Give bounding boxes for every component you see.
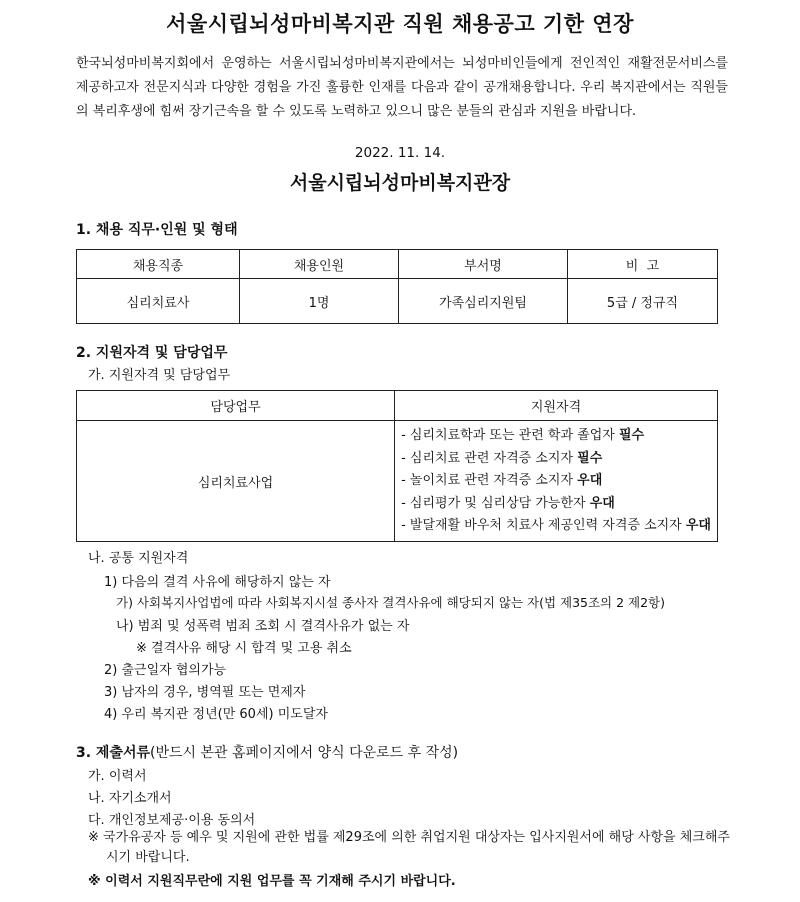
duty-cell: 심리치료사업 bbox=[77, 421, 395, 542]
qualification-text: - 심리치료학과 또는 관련 학과 졸업자 bbox=[401, 428, 619, 443]
qualification-tag: 필수 bbox=[618, 428, 645, 443]
resume-note: ※ 이력서 지원직무란에 지원 업무를 꼭 기재해 주시기 바랍니다. bbox=[88, 874, 456, 889]
qualification-text: - 심리평가 및 심리상담 가능한자 bbox=[401, 495, 590, 511]
table-header-cell: 비 고 bbox=[568, 250, 718, 279]
table-header-cell: 지원자격 bbox=[395, 391, 718, 421]
common-item-1: 1) 다음의 결격 사유에 해당하지 않는 자 bbox=[104, 575, 331, 590]
announcement-date: 2022. 11. 14. bbox=[354, 145, 446, 161]
qualifications-cell bbox=[395, 421, 718, 542]
recruitment-table bbox=[76, 249, 718, 324]
common-item-1b: 나) 범죄 및 성폭력 범죄 조회 시 결격사유가 없는 자 bbox=[116, 619, 410, 634]
subsection-a-label: 가. 지원자격 및 담당업무 bbox=[88, 368, 231, 383]
qualification-tag: 우대 bbox=[685, 518, 711, 533]
section-3-heading bbox=[76, 742, 458, 762]
duty-qualification-table bbox=[76, 390, 718, 542]
table-header-row bbox=[77, 250, 718, 279]
table-header-row bbox=[77, 391, 718, 421]
veterans-note: ※ 국가유공자 등 예우 및 지원에 관한 법률 제29조에 의한 취업지원 대상자는 입사지원서에 해당 사항을 체크해주시기 바랍니다. bbox=[88, 830, 730, 865]
section-3-heading-suffix: (반드시 본관 홈페이지에서 양식 다운로드 후 작성) bbox=[150, 745, 459, 761]
common-item-3: 3) 남자의 경우, 병역필 또는 면제자 bbox=[104, 685, 306, 700]
table-header-cell: 채용직종 bbox=[77, 250, 240, 279]
common-item-1-note: ※ 결격사유 해당 시 합격 및 고용 취소 bbox=[136, 641, 352, 656]
qualification-text: - 심리치료 관련 자격증 소지자 bbox=[401, 450, 578, 466]
qualification-tag: 우대 bbox=[577, 473, 603, 488]
common-item-1a: 가) 사회복지사업법에 따라 사회복지시설 종사자 결격사유에 해당되지 않는 자(법 제35조의 2 제2항) bbox=[116, 595, 666, 610]
document-item: 가. 이력서 bbox=[88, 769, 147, 784]
table-cell: 1명 bbox=[240, 279, 399, 324]
qualification-item bbox=[401, 515, 711, 538]
intro-paragraph: 한국뇌성마비복지회에서 운영하는 서울시립뇌성마비복지관에서는 뇌성마비인들에게 전인적인 재활전문서비스를 제공하고자 전문지식과 다양한 경험을 가진 훌륭한 인재를 다음과 같이 공개채용합니다. 우리 복지관에서는 직원들의 복리후생에 힘써 장기근속을 할 수 있도록 노력하고 있으니 많은 분들의 관심과 지원을 바랍니다. bbox=[76, 56, 728, 119]
qualification-text: - 발달재활 바우처 치료사 제공인력 자격증 소지자 bbox=[401, 518, 686, 533]
subsection-b-label: 나. 공통 지원자격 bbox=[88, 551, 189, 566]
common-item-4: 4) 우리 복지관 정년(만 60세) 미도달자 bbox=[104, 707, 328, 722]
section-3-title: 3. 제출서류 bbox=[76, 745, 151, 761]
table-cell: 5급 / 정규직 bbox=[568, 279, 718, 324]
table-row bbox=[77, 279, 718, 324]
qualification-item bbox=[401, 448, 711, 471]
table-cell: 가족심리지원팀 bbox=[399, 279, 568, 324]
table-row bbox=[77, 421, 718, 542]
table-header-cell: 부서명 bbox=[399, 250, 568, 279]
signer-name: 서울시립뇌성마비복지관장 bbox=[289, 172, 511, 194]
qualification-item bbox=[401, 493, 711, 516]
document-title: 서울시립뇌성마비복지관 직원 채용공고 기한 연장 bbox=[166, 12, 634, 36]
table-header-cell: 담당업무 bbox=[77, 391, 395, 421]
qualification-text: - 놀이치료 관련 자격증 소지자 bbox=[401, 473, 578, 488]
qualification-tag: 우대 bbox=[589, 495, 615, 511]
common-item-2: 2) 출근일자 협의가능 bbox=[104, 663, 227, 678]
qualification-tag: 필수 bbox=[577, 450, 603, 466]
section-1-heading: 1. 채용 직무·인원 및 형태 bbox=[76, 222, 238, 238]
section-2-heading: 2. 지원자격 및 담당업무 bbox=[76, 345, 228, 361]
qualification-item bbox=[401, 470, 711, 493]
document-item: 나. 자기소개서 bbox=[88, 791, 172, 806]
table-cell: 심리치료사 bbox=[77, 279, 240, 324]
table-header-cell: 채용인원 bbox=[240, 250, 399, 279]
qualification-item bbox=[401, 425, 711, 448]
document-item: 다. 개인정보제공·이용 동의서 bbox=[88, 813, 256, 828]
